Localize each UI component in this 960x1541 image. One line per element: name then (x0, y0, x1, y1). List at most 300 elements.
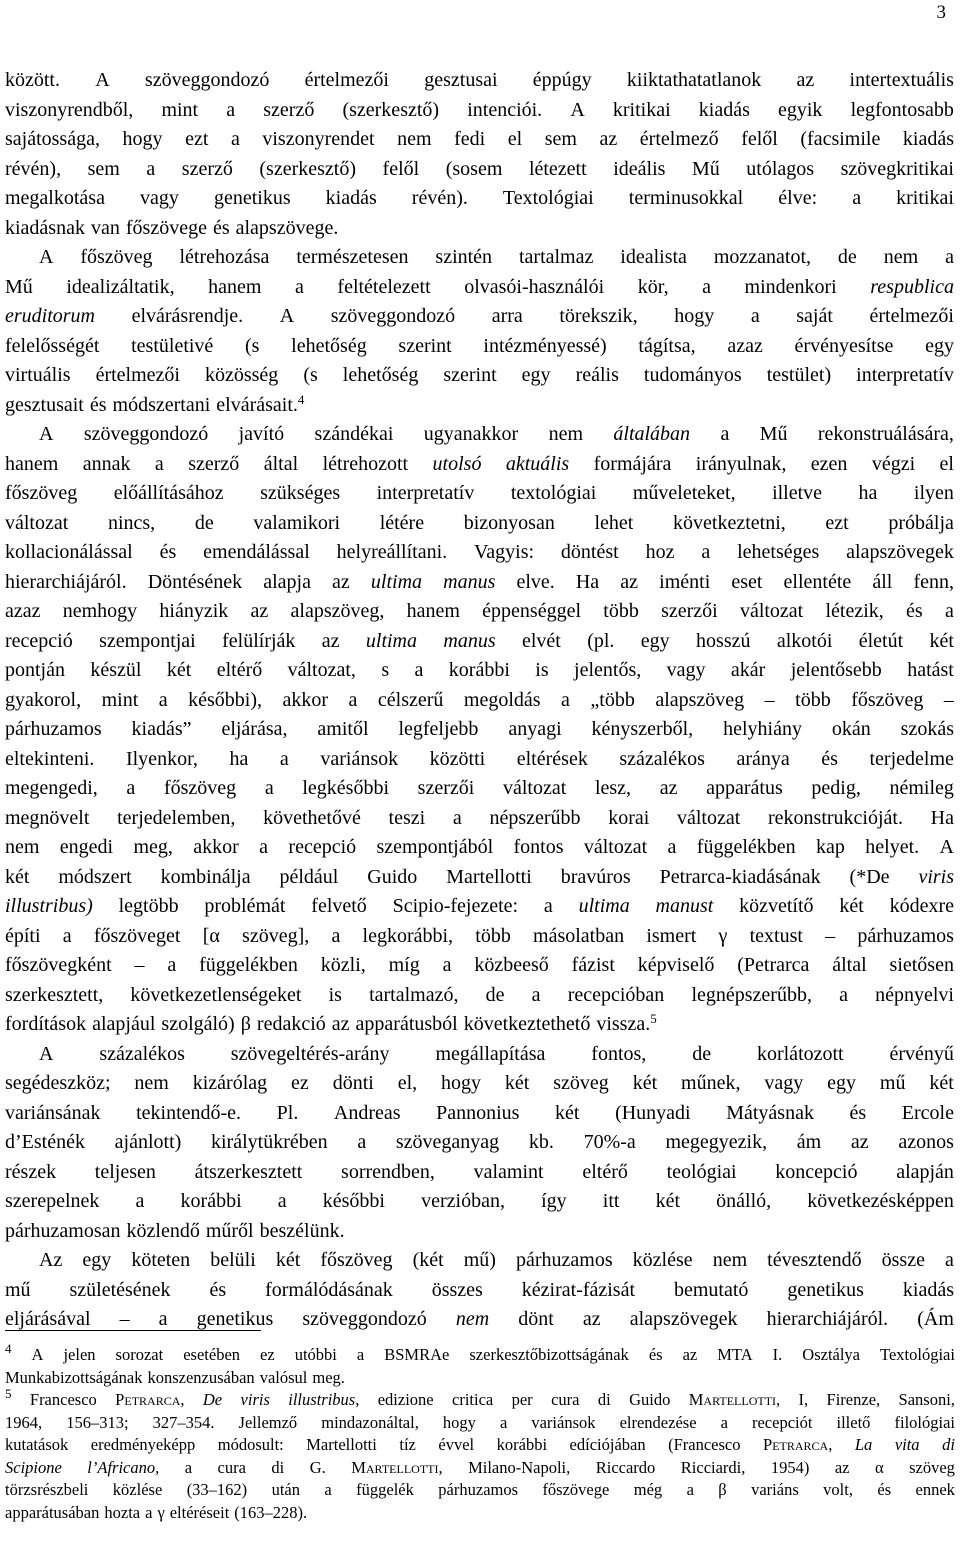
word: utólagos (746, 157, 815, 180)
word: a (543, 895, 553, 917)
word: alapján (896, 1160, 954, 1183)
word: nem (5, 836, 40, 858)
word: de (194, 511, 214, 534)
word: évvel (438, 1435, 475, 1454)
footnote-marker: 4 (5, 1341, 12, 1356)
word: építi (5, 924, 41, 947)
text-line (5, 1069, 954, 1099)
word: intenciói. (467, 98, 543, 121)
word: az (599, 128, 618, 150)
word: „több (590, 688, 635, 711)
text-line (5, 686, 954, 716)
word: például (279, 865, 339, 888)
word: A (39, 246, 54, 268)
word: testület) (766, 364, 832, 386)
word: nem (134, 1072, 169, 1094)
word: per (511, 1390, 533, 1409)
text-line (5, 96, 954, 126)
word: Mű (691, 157, 720, 180)
word: Mű (759, 423, 788, 445)
word: redakció (256, 1013, 326, 1035)
word: legfeljebb (398, 718, 479, 740)
word: Martellotti (306, 1435, 377, 1454)
word: próbálja (888, 511, 954, 534)
word: vagy (140, 187, 179, 209)
word: variánsának (5, 1101, 101, 1124)
word: cura (551, 1390, 580, 1409)
word: lehet (594, 511, 634, 534)
word: szükséges (260, 482, 341, 504)
word: így (541, 1190, 567, 1212)
word: a (158, 1308, 168, 1330)
word: az (834, 1457, 850, 1477)
word: ezen (810, 452, 848, 475)
word: 156–313; (66, 1412, 129, 1432)
italic-word: illustribus) (5, 895, 93, 917)
word: (Ám (917, 1308, 954, 1330)
italic-word: La (854, 1435, 873, 1454)
word: két (655, 1190, 681, 1212)
word: az (620, 570, 639, 593)
word: idealizáltatik, (66, 275, 175, 298)
word: felvető (311, 895, 367, 917)
word: Jellemző (238, 1412, 298, 1432)
word: hiányzik (159, 600, 229, 622)
word: γ (718, 924, 728, 947)
word: után (271, 1480, 301, 1499)
text-line (5, 332, 954, 362)
word: recepcióban (567, 983, 665, 1006)
text-line (5, 597, 954, 627)
word: terjedelemben, (117, 806, 236, 829)
word: volt, (823, 1480, 853, 1499)
word: szempontjai (99, 629, 196, 652)
word: recepciót (751, 1412, 813, 1432)
word: textust (749, 924, 803, 947)
word: közli, (320, 954, 366, 976)
word: a (279, 747, 289, 770)
word: a (146, 157, 156, 180)
word: interpretatív (376, 482, 475, 504)
word: engedi (59, 836, 114, 858)
word: ilyen (913, 482, 954, 504)
word: korlátozott (756, 1042, 844, 1065)
italic-word: vita (894, 1435, 920, 1454)
word: hogy (441, 1072, 482, 1094)
word: közötti (429, 747, 486, 770)
word: két (929, 1072, 954, 1094)
word: létezett (528, 157, 587, 180)
word: Ilyenkor, (125, 747, 198, 770)
word: genetikus (196, 1308, 274, 1330)
word: a (145, 1502, 153, 1522)
word: teljesen (94, 1160, 156, 1183)
word: γ (157, 1502, 165, 1522)
word: a (158, 688, 168, 711)
word: önálló, (716, 1190, 772, 1212)
footnote-divider (5, 1330, 261, 1331)
word: a (184, 1457, 193, 1477)
word: több (603, 600, 639, 622)
word: és (877, 1480, 892, 1499)
word: népnyelvi (875, 983, 954, 1006)
word: jelentős, (574, 659, 642, 681)
word: változat (583, 836, 648, 858)
word: népszerűbb (489, 806, 581, 829)
word: elve. (516, 570, 555, 593)
word: függelék (356, 1480, 414, 1499)
word: vagy (666, 659, 706, 681)
word: tekintendő-e. (136, 1101, 242, 1124)
word: ugyanakkor (423, 423, 519, 445)
word: formálódásának (265, 1278, 393, 1301)
word: és (212, 216, 230, 239)
word: s (381, 659, 390, 681)
word: ezt (825, 511, 849, 534)
word: el (507, 128, 523, 150)
word: kör, (637, 275, 669, 298)
italic-word: nem (455, 1308, 490, 1330)
word: Textológiai (502, 187, 594, 209)
word: és (821, 747, 838, 770)
word: β (718, 1480, 727, 1499)
word: Guido (629, 1390, 671, 1409)
word: főszöveg (320, 1249, 393, 1271)
word: valamint (473, 1160, 544, 1183)
text-line (5, 745, 954, 775)
word: kritikai (612, 98, 671, 121)
word: recepció (288, 836, 357, 858)
word: Mű (5, 275, 33, 298)
text-line (5, 479, 954, 509)
word: értelmezői (95, 364, 180, 386)
word: dönti (332, 1072, 374, 1094)
word: idealista (620, 246, 687, 268)
word: két (555, 1101, 580, 1124)
word: párhuzamos (857, 924, 954, 947)
word: átszerkesztett (194, 1160, 303, 1183)
word: a (154, 452, 164, 475)
word: A (279, 305, 295, 327)
word: nem (548, 423, 584, 445)
word: Milano-Napoli, (468, 1457, 571, 1477)
word: is (328, 983, 342, 1006)
italic-word: illustribus, (288, 1390, 360, 1409)
word: intézményessé) (483, 334, 607, 357)
footnote-reference: 4 (297, 391, 305, 407)
word: változat, (287, 659, 356, 681)
word: apparátus (706, 777, 783, 799)
word: tartalmazó, (369, 983, 459, 1006)
word: korábbi (496, 1435, 548, 1454)
text-line (5, 1276, 954, 1306)
word: közvetítő (739, 895, 814, 917)
word: ha (229, 747, 249, 770)
word: tíz (399, 1435, 416, 1454)
word: kap (816, 836, 845, 858)
word: I, (798, 1390, 809, 1409)
word: főszövege (542, 1480, 610, 1499)
word: szerint (443, 364, 497, 386)
italic-word: manus (443, 629, 496, 652)
text-line (5, 1128, 954, 1158)
word: (*De (849, 865, 890, 888)
word: eljárása, (221, 718, 288, 740)
word: közlése (112, 1480, 163, 1499)
word: felülírják (222, 629, 296, 652)
word: (szerkesztő) (342, 98, 440, 121)
word: kutatások (5, 1435, 69, 1454)
word: lesz, (594, 777, 632, 799)
word: változat (502, 777, 567, 799)
word: alapjául (92, 1013, 156, 1035)
word: megnövelt (5, 806, 90, 829)
word: sietősen (889, 954, 954, 976)
word: két (632, 1072, 658, 1094)
footnote-line (5, 1367, 955, 1390)
word: a (701, 541, 711, 563)
word: mozzanatot, (713, 246, 812, 268)
text-line (5, 774, 954, 804)
word: a (945, 1249, 954, 1271)
word: arra (491, 305, 523, 327)
text-line (5, 391, 954, 421)
word: és (906, 600, 923, 622)
word: alapja (263, 570, 311, 593)
word: kb. (528, 1131, 554, 1153)
word: saját (796, 305, 833, 327)
word: kiadás (698, 98, 750, 121)
italic-word: utolsó (432, 452, 482, 475)
word: megalkotása (5, 187, 105, 209)
text-line (5, 981, 954, 1011)
word: következtethető (463, 1013, 591, 1035)
word: kiadás (902, 128, 954, 150)
word: critica (452, 1390, 494, 1409)
word: Martellotti (446, 865, 532, 888)
word: kényszerből, (591, 718, 694, 740)
word: a (62, 924, 72, 947)
word: Textológiai (880, 1345, 955, 1364)
word: éppenséggel (482, 600, 582, 622)
word: végzi (871, 452, 916, 475)
word: tévesztendő (767, 1249, 862, 1271)
word: létrehozott (322, 452, 409, 475)
word: érvényesítse (794, 334, 894, 357)
word: megegyezik, (665, 1131, 768, 1153)
word: MTA (717, 1345, 753, 1364)
word: koncepció (775, 1160, 858, 1183)
author-name: Martellotti, (351, 1457, 443, 1477)
word: összes (431, 1278, 483, 1301)
word: az (250, 600, 269, 622)
word: lehetőség (291, 334, 367, 357)
footnotes (5, 1341, 955, 1524)
word: két (929, 629, 954, 652)
word: elvét (521, 629, 561, 652)
word: két (839, 895, 864, 917)
word: javító (238, 423, 285, 445)
word: a (561, 688, 570, 711)
footnote-line (5, 1434, 955, 1457)
footnote-reference: 5 (650, 1011, 657, 1026)
word: korábbi (448, 659, 510, 681)
word: és (849, 1101, 867, 1124)
word: hierarchiájáról. (5, 570, 127, 593)
word: pontján (5, 659, 65, 681)
text-line (5, 184, 954, 214)
word: hogy (674, 305, 715, 327)
word: testületivé (131, 334, 214, 357)
word: fontos, (591, 1042, 647, 1065)
word: legfontosabb (850, 98, 954, 121)
text-line (5, 656, 954, 686)
word: szerzői (417, 777, 475, 799)
word: változat (5, 511, 69, 534)
word: egy (827, 1072, 857, 1094)
word: mű) (463, 1249, 496, 1271)
word: eset (731, 570, 763, 593)
word: esetében (183, 1345, 241, 1364)
word: – (825, 924, 836, 947)
word: (pl. (587, 629, 615, 652)
word: Pl. (276, 1101, 299, 1124)
word: edíciójában (569, 1435, 646, 1454)
text-line (5, 155, 954, 185)
word: természetesen (296, 246, 409, 268)
word: másolatban (533, 924, 625, 947)
text-line (5, 66, 954, 96)
word: műnek, (681, 1072, 741, 1094)
word: illetve (772, 482, 823, 504)
word: ismert (646, 924, 697, 947)
italic-word: Scipione (5, 1457, 62, 1477)
word: elvárásrendje. (131, 305, 244, 327)
text-line (5, 273, 954, 303)
word: Guido (367, 865, 418, 888)
text-line (5, 1158, 954, 1188)
word: függelékben (696, 836, 796, 858)
italic-word: di (942, 1435, 955, 1454)
word: a (414, 659, 424, 681)
text-line (5, 833, 954, 863)
word: gyakorol, (5, 688, 82, 711)
word: (Petrarca (737, 954, 810, 976)
word: követhetővé (263, 806, 361, 829)
word: eltérések (516, 747, 588, 770)
word: a (499, 1412, 508, 1432)
word: viszonyrendet (262, 128, 375, 150)
word: terminusokkal (628, 187, 744, 209)
text-line (5, 538, 954, 568)
word: meg. (312, 1367, 345, 1387)
word: két (275, 1249, 301, 1271)
word: ezt (185, 128, 209, 150)
word: terjedelme (869, 747, 954, 770)
footnote-line (5, 1341, 955, 1367)
main-text (5, 66, 954, 1335)
word: Osztálya (802, 1345, 861, 1364)
italic-word: manus (443, 570, 496, 593)
word: egyik (778, 98, 823, 121)
word: elvárásait.$^4$ (216, 391, 305, 416)
word: főszöveg (5, 482, 78, 504)
word: ellentéte (783, 570, 852, 593)
word: variánsok (320, 747, 399, 770)
word: a (667, 836, 677, 858)
text-line (5, 627, 954, 657)
text-line (5, 1099, 954, 1129)
word: Ercole (901, 1101, 954, 1124)
word: variáns (751, 1480, 799, 1499)
word: némileg (889, 777, 954, 799)
word: van (90, 216, 120, 239)
italic-word: De (202, 1390, 223, 1409)
text-line (5, 1217, 954, 1247)
word: jelentősebb (790, 659, 882, 681)
word: nemhogy (62, 600, 138, 622)
word: azaz (727, 334, 763, 357)
word: elrendezése (619, 1412, 697, 1432)
word: – (764, 688, 775, 711)
word: reális (575, 364, 619, 386)
word: a (264, 777, 274, 799)
word: mű (5, 1278, 31, 1301)
word: műről (205, 1219, 254, 1242)
word: G. (309, 1457, 326, 1477)
word: A (939, 836, 954, 858)
word: aránya (736, 747, 790, 770)
word: a (750, 305, 760, 327)
word: és (648, 1345, 663, 1364)
word: részek (5, 1160, 57, 1183)
word: a (531, 983, 541, 1006)
word: döntést (560, 541, 619, 563)
word: alkotói (776, 629, 833, 652)
word: genetikus (787, 1278, 864, 1301)
word: el, (397, 1072, 418, 1094)
word: helyreállítani. (336, 541, 448, 563)
word: hatást (907, 659, 954, 681)
word: Francesco (29, 1390, 97, 1409)
word: hoz (645, 541, 675, 563)
word: a (357, 1131, 367, 1153)
word: a (167, 954, 177, 976)
word: pedig, (811, 777, 861, 799)
word: kiadás (325, 187, 377, 209)
word: későbbi (322, 1190, 385, 1212)
word: alapszövegek (846, 541, 954, 563)
word: által (832, 954, 867, 976)
word: királytükrében (211, 1131, 328, 1153)
word: főszöveg (851, 688, 924, 711)
word: utóbbi (294, 1345, 337, 1364)
word: a (702, 275, 711, 298)
word: törekszik, (559, 305, 638, 327)
italic-word: ultima (578, 895, 630, 917)
author-name: Martellotti, (688, 1390, 781, 1409)
text-line (5, 1187, 954, 1217)
word: hozta (104, 1502, 141, 1522)
word: meg, (133, 836, 173, 858)
word: legkorábbi, (362, 924, 454, 947)
word: fordítások (5, 1013, 87, 1035)
word: közösség (204, 364, 279, 386)
word: recepció (5, 629, 73, 652)
word: Döntésének (147, 570, 243, 593)
word: megoldás (463, 688, 541, 711)
word: szöveggondozó (330, 305, 456, 327)
